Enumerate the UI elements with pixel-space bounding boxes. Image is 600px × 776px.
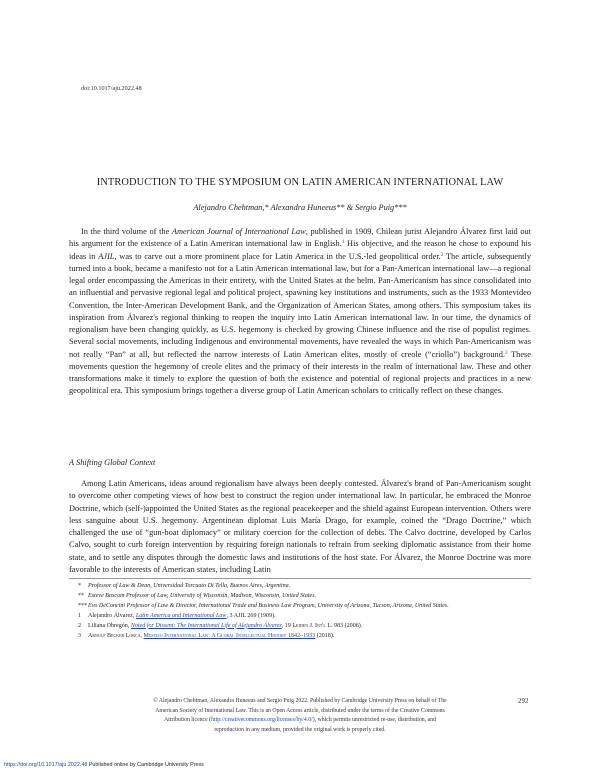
footnote-mark: ** [78, 592, 85, 599]
license-line [95, 716, 505, 726]
license-notice [95, 697, 505, 735]
article-title: INTRODUCTION TO THE SYMPOSIUM ON LATIN AMERICAN INTERNATIONAL LAW [96, 177, 504, 188]
license-line: American Society of International Law. This is an Open Access article, distributed under the terms of the Creative Commons [155, 707, 445, 714]
text-run: In the third volume of the [81, 227, 172, 236]
footnote-text: Esteve Bascom Professor of Law, University of Wisconsin, Madison, Wisconsin, United States. [88, 592, 317, 599]
footnote-text: (2018). [315, 632, 335, 639]
section-body [69, 478, 531, 576]
footnote-text: Professor of Law & Dean, Universidad Torcuato Di Tella, Buenos Aires, Argentina. [88, 583, 291, 589]
footnote-ref-1[interactable]: 1 [341, 239, 345, 246]
footnote-3 [78, 632, 528, 642]
author-note-3 [78, 602, 528, 612]
author-note-1 [78, 582, 528, 592]
footnote-divider [69, 578, 531, 579]
footnote-mark: 3 [78, 632, 82, 639]
license-line: reproduction in any medium, provided the original work is properly cited. [214, 726, 386, 733]
doi-link[interactable]: https://doi.org/10.1017/aju.2022.48 [4, 762, 88, 768]
footnote-mark: * [78, 583, 82, 589]
journal-abbrev: AJIL [98, 251, 115, 261]
footnote-link-2[interactable]: Noted for Dissent: The International Life of Alejandro Álvarez [130, 622, 282, 629]
footnote-text: , 3 AJIL 269 (1909). [226, 612, 276, 619]
page-number: 292 [518, 697, 529, 705]
footnote-link-1[interactable]: Latin America and International Law [135, 612, 227, 619]
doi-header: doi:10.1017/aju.2022.48 [81, 85, 142, 92]
text-run: His objective, and the reason he chose to expound his ideas in [69, 239, 531, 261]
footer-text: Published online by Cambridge University Press [87, 762, 204, 768]
footnote-text: , 19 Leiden J. Int'l L. 983 (2006). [281, 622, 363, 629]
footnote-text: Alejandro Álvarez, [88, 612, 136, 619]
section-heading: A Shifting Global Context [69, 458, 156, 467]
license-text: ), which permits unrestricted re-use, distribution, and [312, 717, 436, 723]
footnotes [78, 582, 528, 641]
footnote-2 [78, 622, 528, 632]
footnote-text: Liliana Obregón, [88, 622, 131, 629]
license-link[interactable]: http://creativecommons.org/licenses/by/4.0/ [211, 717, 313, 723]
footnote-mark: 2 [78, 622, 82, 629]
footnote-text: Arnulf Becker Lorca, [88, 632, 144, 639]
footnote-ref-3[interactable]: 3 [504, 349, 508, 356]
article-authors: Alejandro Chehtman,* Alexandra Huneeus** & Sergio Puig*** [193, 203, 407, 212]
footnote-text: Evo DeConcini Professor of Law & Director, International Trade and Business Law Program, University of Arizona, Tucson, Arizona, United States. [88, 602, 449, 609]
footnote-mark: 1 [78, 612, 82, 619]
text-run: , was to carve out a more prominent place for Latin America in the U.S.-led geopolitical order. [114, 251, 441, 261]
license-line: © Alejandro Chehtman, Alexandra Huneeus and Sergio Puig 2022. Published by Cambridge University Press on behalf of The [153, 698, 447, 704]
intro-section [69, 226, 531, 398]
journal-name: American Journal of International Law [171, 227, 306, 236]
footnote-link-3[interactable]: Mestizo International Law: A Global Intellectual History 1842–1933 [143, 632, 316, 639]
author-note-2 [78, 592, 528, 602]
footnote-1 [78, 612, 528, 622]
section-paragraph: Among Latin Americans, ideas around regionalism have always been deeply contested. Álvarez's brand of Pan-Americanism sought to overcome other competing views of how best to construct the region under international law. In particular, he embraced the Monroe Doctrine, which (self-)appointed the United States as the regional peacekeeper and the shield against European intervention. Others were less sanguine about U.S. hegemony. Argentinean diplomat Luis María Drago, for example, coined the “Drago Doctrine,” which challenged the use of “gun-boat diplomacy” or military coercion for the collection of debts. The Calvo doctrine, developed by Carlos Calvo, sought to curb foreign intervention by requiring foreign nationals to refrain from seeking diplomatic assistance from their home state, and to settle any disputes through the domestic laws and institutions of the host state. For Álvarez, the Monroe Doctrine was more favorable to the interests of American states, including Latin [69, 479, 531, 574]
text-run: These movements question the hegemony of creole elites and the primacy of their interests in the realm of international law. These and other transformations make it timely to explore the question of both the existence and potential of regional projects and practices in a new geopolitical era. This symposium brings together a diverse group of Latin American scholars to critically reflect on these changes. [69, 349, 531, 396]
text-run: The article, subsequently turned into a book, became a manifesto not for a Latin American international law, but for a Pan-American international law—a regional legal order encompassing the Americas in their entirety, with the United States at the helm. Pan-Americanism has since consolidated into an influential and pervasive regional legal and political project, spawning key institutions and instruments, such as the 1933 Montevideo Convention, the Inter-American Development Bank, and the Organization of American States, among others. This symposium takes its inspiration from Álvarez's regional thinking to reopen the inquiry into Latin American international law. In our time, the dynamics of regionalism have been changing quickly, as U.S. hegemony is checked by growing Chinese influence and the rise of populist regimes. Several social movements, including Indigenous and environmental movements, have revealed the ways in which Pan-Americanism was not really “Pan” at all, but reflected the narrow interests of Latin American elites, mostly of creole (“criollo”) background. [69, 251, 531, 359]
text-run: , published in 1909, Chilean jurist Alejandro Álvarez first laid out his argument for the existence of a Latin American international law in English. [69, 227, 531, 249]
page-footer [4, 762, 204, 768]
license-text: Attribution licence ( [164, 717, 212, 723]
footnote-mark: *** [78, 602, 88, 609]
intro-paragraph [69, 226, 531, 398]
footnote-ref-2[interactable]: 2 [440, 251, 444, 258]
